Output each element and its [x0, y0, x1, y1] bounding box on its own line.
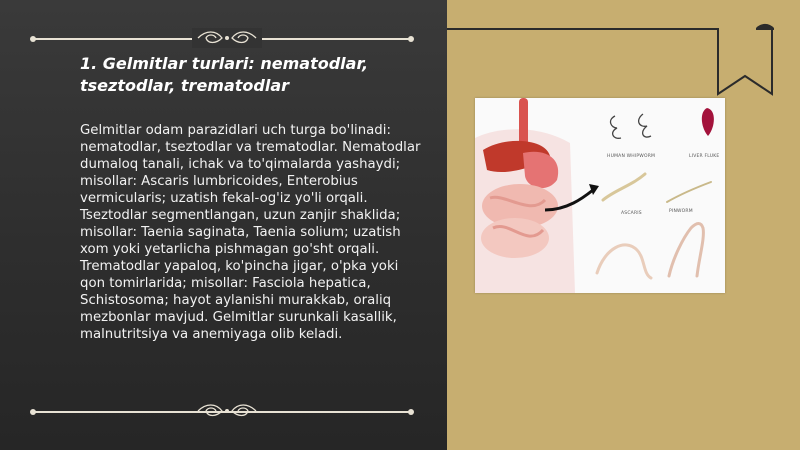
bookmark-ribbon-icon	[716, 20, 774, 100]
top-divider-end-right	[408, 36, 414, 42]
label-liver-fluke: LIVER FLUKE	[689, 154, 720, 159]
slide-title: 1. Gelmitlar turlari: nematodlar, tseztodlar, trematodlar	[80, 54, 369, 95]
helminth-drawing	[475, 98, 725, 293]
label-whipworm: HUMAN WHIPWORM	[607, 154, 656, 159]
label-pinworm: PINWORM	[669, 209, 693, 214]
bottom-divider-end-left	[30, 409, 36, 415]
top-divider-end-left	[30, 36, 36, 42]
bottom-divider-end-right	[408, 409, 414, 415]
label-ascaris: ASCARIS	[621, 211, 642, 216]
helminth-illustration	[475, 98, 725, 293]
slide-body-text: Gelmitlar odam parazidlari uch turga bo'linadi: nematodlar, tseztodlar va trematodlar. Nematodlar dumaloq tanali, ichak va to'qimalarda yashaydi; misollar: Ascaris lumbricoides, Enterobius vermicularis; uzatish fekal-og'iz yo'li orqali. Tseztodlar segmentlangan, uzun zanjir shaklida; misollar: Taenia saginata, Taenia solium; uzatish xom yoki yetarlicha pishmagan go'sht orqali. Trematodlar yapaloq, ko'pincha jigar, o'pka yoki qon tomirlarida; misollar: Fasciola hepatica, Schistosoma; hayot aylanishi murakkab, oraliq mezbonlar mavjud. Gelmitlar surunkali kasallik, malnutritsiya va anemiyaga olib keladi.	[80, 123, 421, 342]
top-flourish-icon	[192, 28, 262, 48]
bottom-flourish-icon	[192, 401, 262, 421]
